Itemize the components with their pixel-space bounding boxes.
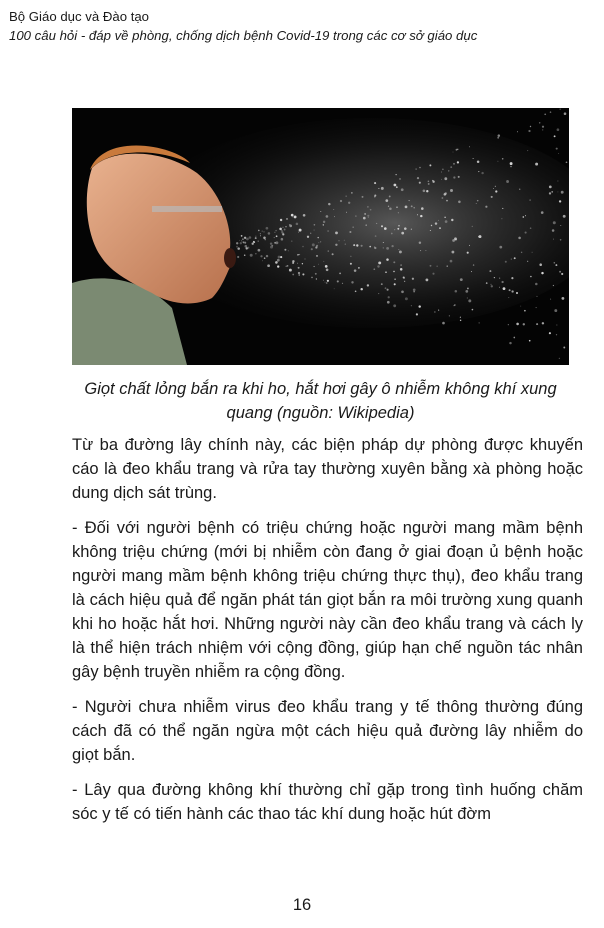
photo-caption: Giọt chất lỏng bắn ra khi ho, hắt hơi gây ô nhiễm không khí xung quang (nguồn: Wikipedia) bbox=[84, 380, 557, 422]
document-header bbox=[9, 7, 599, 45]
page-number: 16 bbox=[292, 896, 312, 914]
paragraph: - Đối với người bệnh có triệu chứng hoặc người mang mầm bệnh không triệu chứng (mới bị nhiễm còn đang ở giai đoạn ủ bệnh hoặc người mang mầm bệnh không triệu chứng thực thụ), đeo khẩu trang là cách hiệu quả để ngăn phát tán giọt bắn ra môi trường xung quanh khi ho hoặc hắt hơi. Những người này cần đeo khẩu trang và cách ly là thể hiện trách nhiệm với cộng đồng, giúp hạn chế nguồn tác nhân gây bệnh truyền nhiễm ra cộng đồng. bbox=[72, 519, 583, 681]
sneeze-illustration bbox=[72, 108, 569, 365]
header-organization: Bộ Giáo dục và Đào tạo bbox=[9, 9, 150, 24]
sneeze-photo bbox=[72, 108, 569, 365]
paragraph: - Lây qua đường không khí thường chỉ gặp trong tình huống chăm sóc y tế có tiến hành các thao tác khí dung hoặc hút đờm bbox=[72, 781, 583, 823]
paragraph: Từ ba đường lây chính này, các biện pháp dự phòng được khuyến cáo là đeo khẩu trang và rửa tay thường xuyên bằng xà phòng hoặc dung dịch sát trùng. bbox=[72, 436, 583, 502]
body-text bbox=[72, 433, 583, 837]
header-document-title: 100 câu hỏi - đáp về phòng, chống dịch bệnh Covid-19 trong các cơ sở giáo dục bbox=[9, 28, 478, 43]
paragraph: - Người chưa nhiễm virus đeo khẩu trang y tế thông thường đúng cách đã có thể ngăn ngừa một cách hiệu quả đường lây nhiễm do giọt bắn. bbox=[72, 698, 583, 764]
